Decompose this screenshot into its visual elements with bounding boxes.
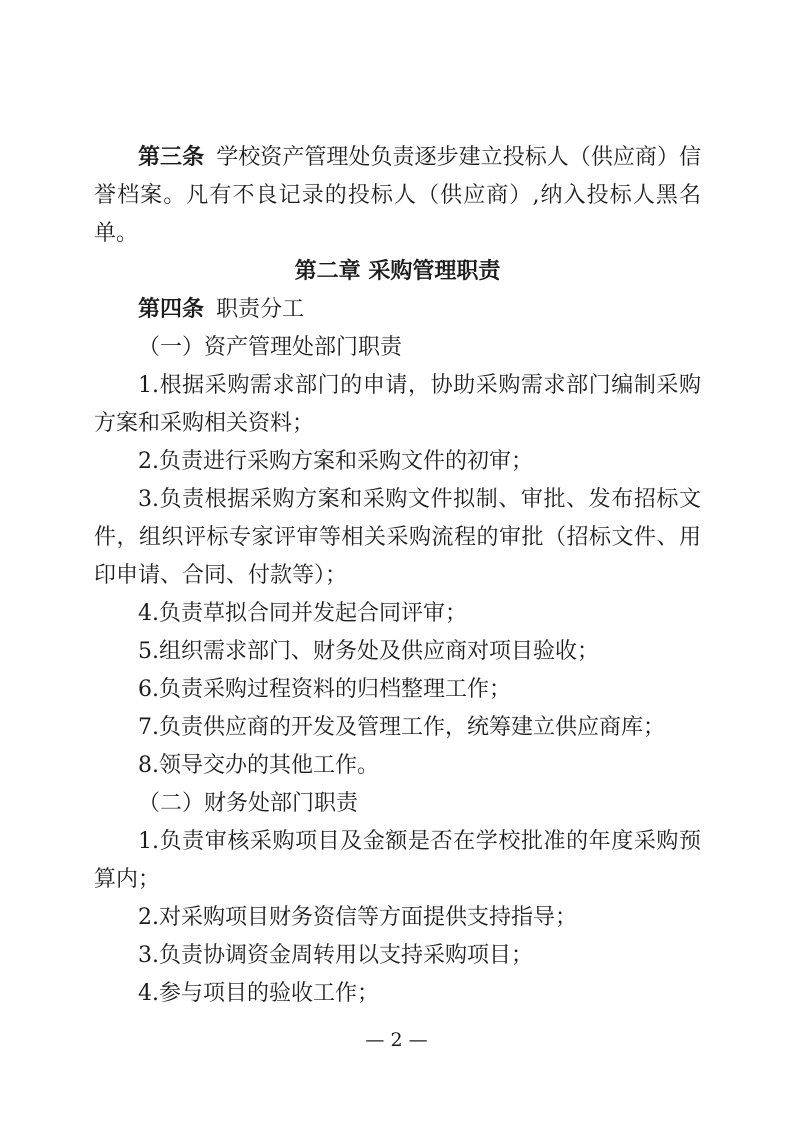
paragraph-text: 6.负责采购过程资料的归档整理工作； [138,677,511,702]
paragraph-text: 2.负责进行采购方案和采购文件的初审； [138,449,533,474]
paragraph [94,785,701,823]
paragraph [94,899,701,937]
paragraph-text: 职责分工 [216,297,305,322]
page-footer [0,1028,793,1052]
paragraph [94,253,701,291]
paragraph [94,367,701,443]
paragraph-text: 3.负责根据采购方案和采购文件拟制、审批、发布招标文件，组织评标专家评审等相关采购流程的审批（招标文件、用印申请、合同、付款等）； [94,487,701,588]
paragraph [94,139,701,253]
paragraph [94,443,701,481]
paragraph-text: （一）资产管理处部门职责 [138,335,403,360]
paragraph [94,937,701,975]
paragraph-text: 2.对采购项目财务资信等方面提供支持指导； [138,905,577,930]
paragraph [94,595,701,633]
page-number: — 2 — [365,1029,428,1051]
paragraph-text: 3.负责协调资金周转用以支持采购项目； [138,943,533,968]
paragraph [94,747,701,785]
document-content [94,139,701,1013]
paragraph-text: 4.负责草拟合同并发起合同评审； [138,601,467,626]
paragraph-text: 1.根据采购需求部门的申请，协助采购需求部门编制采购方案和采购相关资料； [94,373,701,436]
article-label: 第四条 [138,297,205,322]
paragraph-text: 学校资产管理处负责逐步建立投标人（供应商）信誉档案。凡有不良记录的投标人（供应商）,纳入投标人黑名单。 [94,145,701,246]
paragraph [94,671,701,709]
paragraph [94,481,701,595]
paragraph-text: 8.领导交办的其他工作。 [138,753,379,778]
article-label: 第三条 [138,145,205,170]
paragraph-text: 4.参与项目的验收工作； [138,981,379,1006]
paragraph [94,291,701,329]
paragraph [94,633,701,671]
paragraph-text: （二）财务处部门职责 [138,791,359,816]
paragraph [94,709,701,747]
paragraph-text: 1.负责审核采购项目及金额是否在学校批准的年度采购预算内； [94,829,701,892]
paragraph-text: 7.负责供应商的开发及管理工作，统筹建立供应商库； [138,715,665,740]
paragraph-text: 5.组织需求部门、财务处及供应商对项目验收； [138,639,599,664]
paragraph [94,329,701,367]
paragraph [94,823,701,899]
paragraph-text: 第二章 采购管理职责 [294,259,501,284]
paragraph [94,975,701,1013]
